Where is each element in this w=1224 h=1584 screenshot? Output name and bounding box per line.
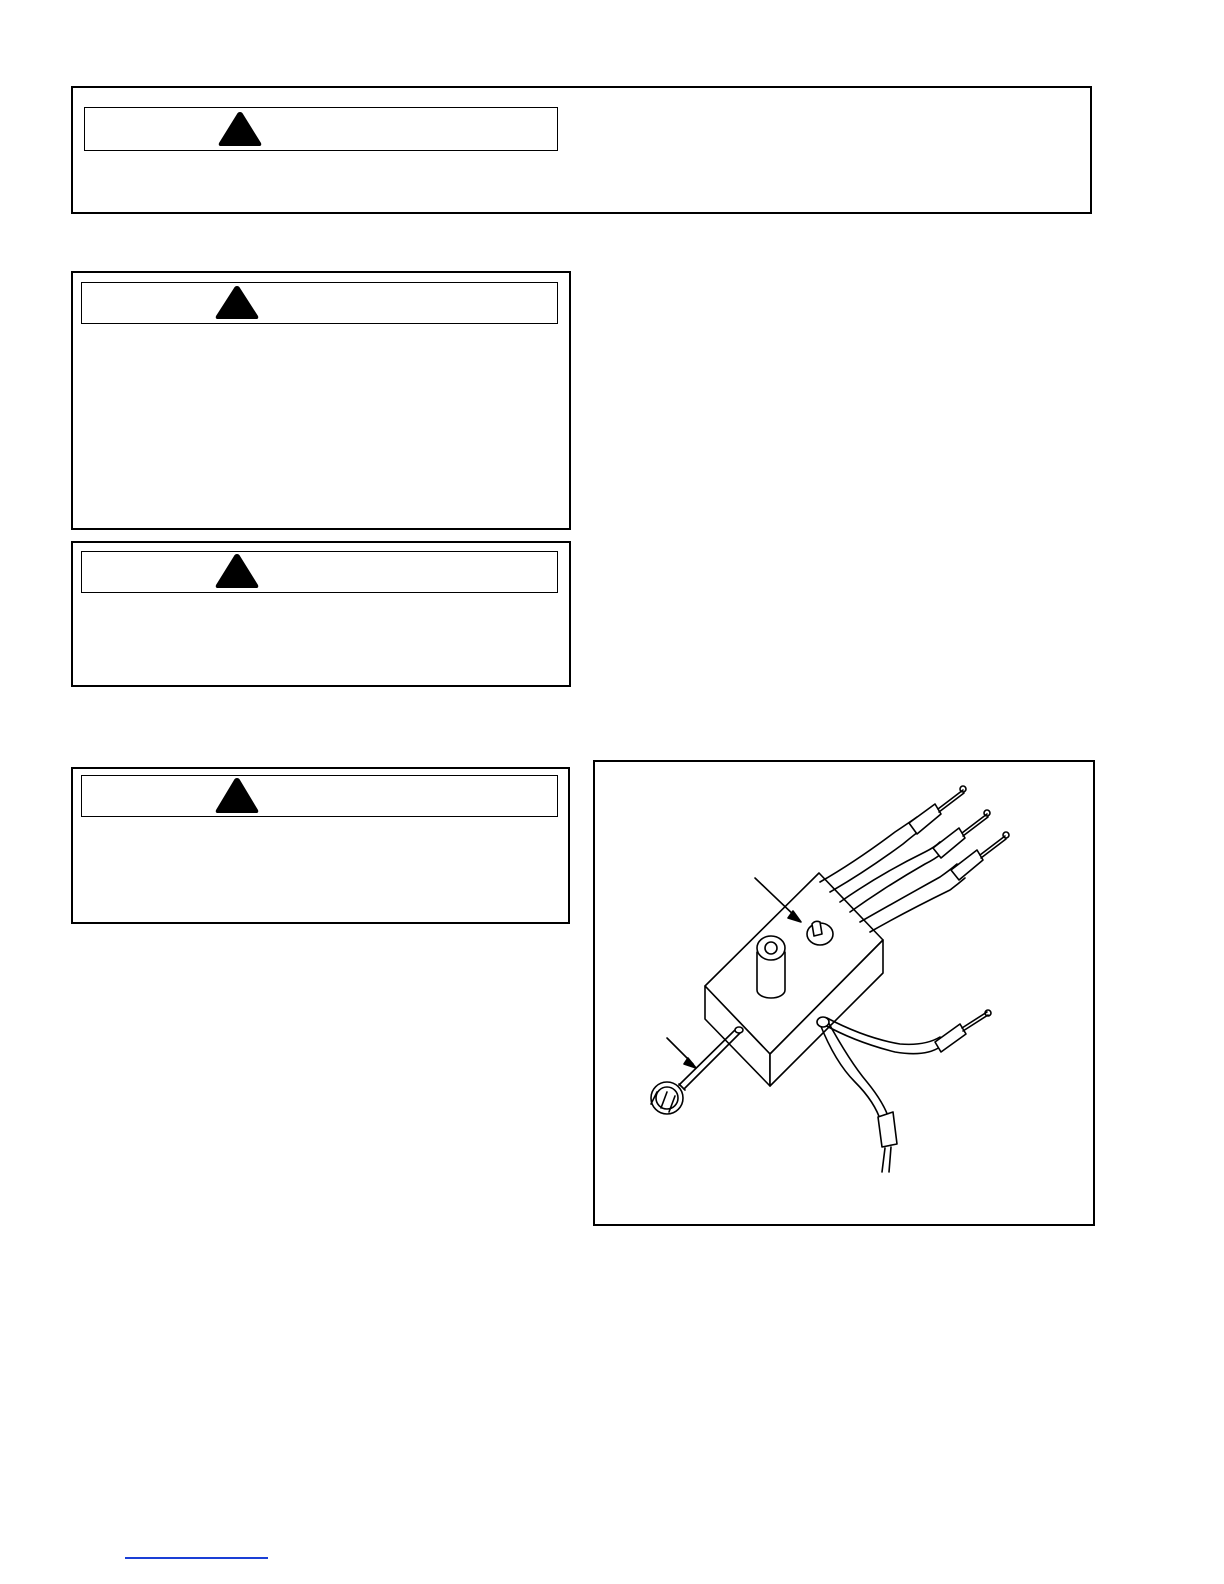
plug-icon bbox=[651, 1082, 685, 1114]
warning-banner bbox=[81, 551, 558, 593]
footer-rule bbox=[125, 1557, 268, 1559]
test-cord-drawing bbox=[595, 762, 1093, 1224]
warning-triangle-icon bbox=[216, 110, 264, 148]
warning-box-left-1 bbox=[71, 271, 571, 530]
warning-banner bbox=[81, 775, 558, 817]
warning-banner bbox=[81, 282, 558, 324]
arrow-icon bbox=[755, 878, 797, 918]
warning-box-left-3 bbox=[71, 767, 570, 924]
warning-triangle-icon bbox=[213, 553, 261, 590]
figure-box bbox=[593, 760, 1095, 1226]
warning-banner bbox=[84, 107, 558, 151]
warning-box-left-2 bbox=[71, 541, 571, 687]
warning-box-top bbox=[71, 86, 1092, 214]
warning-triangle-icon bbox=[213, 777, 261, 815]
warning-triangle-icon bbox=[213, 285, 261, 321]
